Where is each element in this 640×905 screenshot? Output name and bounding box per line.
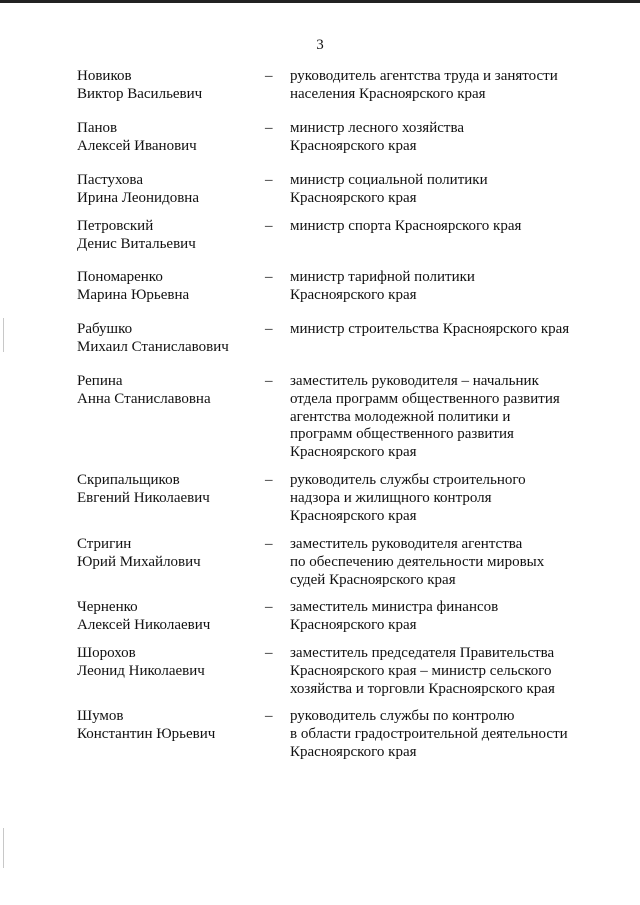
- official-position: министр лесного хозяйства Красноярского края: [290, 120, 464, 154]
- official-position: министр строительства Красноярского края: [290, 321, 570, 337]
- dash-separator: –: [265, 218, 273, 234]
- official-name: Рабушко Михаил Станиславович: [77, 321, 229, 355]
- official-name: Стригин Юрий Михайлович: [77, 536, 201, 570]
- top-border-line: [0, 0, 640, 3]
- official-position: заместитель министра финансов Красноярского края: [290, 599, 499, 633]
- page-number: 3: [316, 37, 324, 53]
- official-position: заместитель руководителя агентства по обеспечению деятельности мировых судей Красноярского края: [290, 536, 545, 588]
- dash-separator: –: [265, 373, 273, 389]
- official-name: Пономаренко Марина Юрьевна: [77, 269, 190, 303]
- official-name: Черненко Алексей Николаевич: [77, 599, 211, 633]
- official-name: Пастухова Ирина Леонидовна: [77, 172, 199, 206]
- official-position: руководитель службы по контролю в области градостроительной деятельности Красноярского края: [290, 708, 568, 760]
- official-name: Шумов Константин Юрьевич: [77, 708, 216, 742]
- dash-separator: –: [265, 472, 273, 488]
- dash-separator: –: [265, 68, 273, 84]
- dash-separator: –: [265, 536, 273, 552]
- official-name: Скрипальщиков Евгений Николаевич: [77, 472, 210, 506]
- official-position: министр спорта Красноярского края: [290, 218, 522, 234]
- official-name: Шорохов Леонид Николаевич: [77, 645, 205, 679]
- dash-separator: –: [265, 120, 273, 136]
- dash-separator: –: [265, 172, 273, 188]
- official-name: Новиков Виктор Васильевич: [77, 68, 203, 102]
- official-name: Петровский Денис Витальевич: [77, 218, 196, 252]
- dash-separator: –: [265, 708, 273, 724]
- official-name: Панов Алексей Иванович: [77, 120, 197, 154]
- dash-separator: –: [265, 321, 273, 337]
- dash-separator: –: [265, 645, 273, 661]
- official-position: заместитель председателя Правительства Красноярского края – министр сельского хозяйства и торговли Красноярского края: [290, 645, 555, 697]
- dash-separator: –: [265, 599, 273, 615]
- official-position: заместитель руководителя – начальник отдела программ общественного развития агентства молодежной политики и программ общественного развития Красноярского края: [290, 373, 560, 461]
- dash-separator: –: [265, 269, 273, 285]
- official-position: руководитель агентства труда и занятости населения Красноярского края: [290, 68, 558, 102]
- official-position: руководитель службы строительного надзора и жилищного контроля Красноярского края: [290, 472, 526, 524]
- scan-artifact-line: [3, 318, 4, 352]
- official-position: министр тарифной политики Красноярского края: [290, 269, 475, 303]
- official-position: министр социальной политики Красноярского края: [290, 172, 488, 206]
- scan-artifact-line: [3, 828, 4, 868]
- official-name: Репина Анна Станиславовна: [77, 373, 211, 407]
